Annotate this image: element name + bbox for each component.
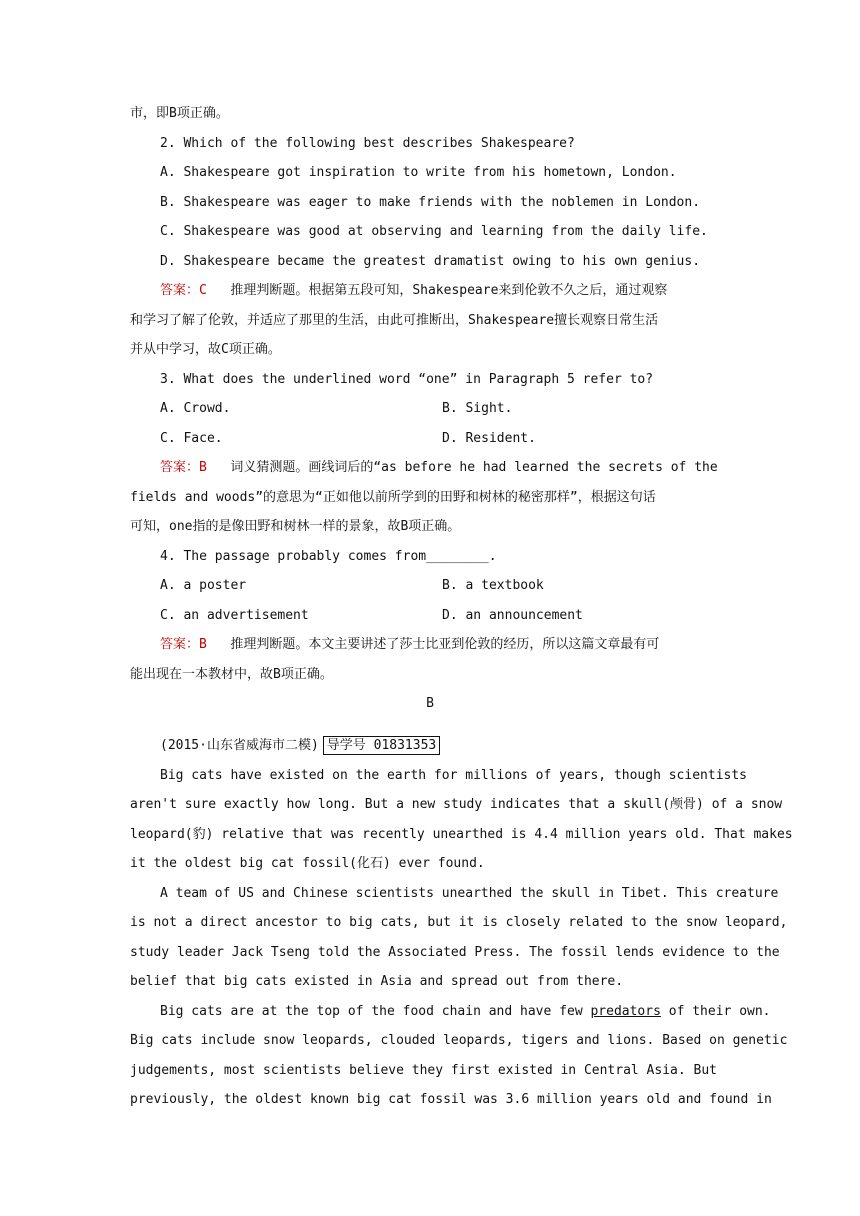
q2-answer-line-2: 和学习了解了伦敦，并适应了那里的生活，由此可推断出，Shakespeare擅长观察日常生活 (130, 313, 659, 328)
p3-line-3: judgements, most scientists believe they first existed in Central Asia. But (130, 1063, 717, 1078)
q3-answer-line-3: 可知，one指的是像田野和树林一样的景象，故B项正确。 (130, 519, 461, 534)
underlined-word: predators (590, 1004, 661, 1019)
p1-line-3: leopard(豹) relative that was recently unearthed is 4.4 million years old. That makes (130, 827, 793, 842)
q4-option-a: A. a poster (160, 578, 247, 593)
p3-line-1-pre: Big cats are at the top of the food chain and have few (160, 1004, 591, 1019)
section-heading: B (426, 696, 434, 711)
q2-answer-text-1: 推理判断题。根据第五段可知，Shakespeare来到伦敦不久之后，通过观察 (230, 283, 668, 298)
source-text: (2015·山东省威海市二模) (160, 738, 319, 753)
p3-line-4: previously, the oldest known big cat fossil was 3.6 million years old and found in (130, 1092, 772, 1107)
q3-question: 3. What does the underlined word “one” in Paragraph 5 refer to? (160, 372, 654, 387)
source-line (160, 736, 760, 755)
guide-number-box: 导学号 01831353 (323, 736, 440, 755)
p1-line-1: Big cats have existed on the earth for millions of years, though scientists (160, 768, 747, 783)
q3-answer-label: 答案：B (160, 460, 207, 475)
q3-answer-line-2: fields and woods”的意思为“正如他以前所学到的田野和树林的秘密那样”，根据这句话 (130, 490, 656, 505)
q4-answer-line-2: 能出现在一本教材中，故B项正确。 (130, 667, 333, 682)
q2-answer-label: 答案：C (160, 283, 207, 298)
q3-answer-text-1: 词义猜测题。画线词后的“as before he had learned the secrets of the (230, 460, 718, 475)
p3-line-1-post: of their own. (660, 1004, 771, 1019)
p2-line-1: A team of US and Chinese scientists unearthed the skull in Tibet. This creature (160, 886, 779, 901)
p3-line-2: Big cats include snow leopards, clouded leopards, tigers and lions. Based on genetic (130, 1033, 788, 1048)
q4-question: 4. The passage probably comes from________. (160, 549, 497, 564)
p2-line-2: is not a direct ancestor to big cats, but it is closely related to the snow leopard, (130, 915, 788, 930)
q4-answer-text-1: 推理判断题。本文主要讲述了莎士比亚到伦敦的经历，所以这篇文章最有可 (230, 637, 660, 652)
q4-option-b: B. a textbook (442, 578, 544, 593)
q2-option-d: D. Shakespeare became the greatest dramatist owing to his own genius. (160, 254, 701, 269)
p2-line-4: belief that big cats existed in Asia and spread out from there. (130, 974, 624, 989)
q3-option-c: C. Face. (160, 431, 223, 446)
q2-option-a: A. Shakespeare got inspiration to write from his hometown, London. (160, 165, 677, 180)
p3-line-1 (160, 1003, 771, 1021)
q2-option-b: B. Shakespeare was eager to make friends with the noblemen in London. (160, 195, 701, 210)
p1-line-2: aren't sure exactly how long. But a new study indicates that a skull(颅骨) of a snow (130, 797, 783, 812)
q4-option-c: C. an advertisement (160, 608, 309, 623)
q4-option-d: D. an announcement (442, 608, 583, 623)
q4-answer-label: 答案：B (160, 637, 207, 652)
p1-line-4: it the oldest big cat fossil(化石) ever found. (130, 856, 485, 871)
q3-option-b: B. Sight. (442, 401, 513, 416)
p2-line-3: study leader Jack Tseng told the Associated Press. The fossil lends evidence to the (130, 945, 780, 960)
q3-option-a: A. Crowd. (160, 401, 231, 416)
q2-answer-line-3: 并从中学习，故C项正确。 (130, 342, 281, 357)
q2-answer-line-1 (160, 282, 730, 300)
q2-question: 2. Which of the following best describes Shakespeare? (160, 136, 575, 151)
q1-answer-tail: 市，即B项正确。 (130, 106, 229, 121)
q3-option-d: D. Resident. (442, 431, 536, 446)
q3-answer-line-1 (160, 459, 730, 477)
q2-option-c: C. Shakespeare was good at observing and learning from the daily life. (160, 224, 708, 239)
q4-answer-line-1 (160, 636, 730, 654)
